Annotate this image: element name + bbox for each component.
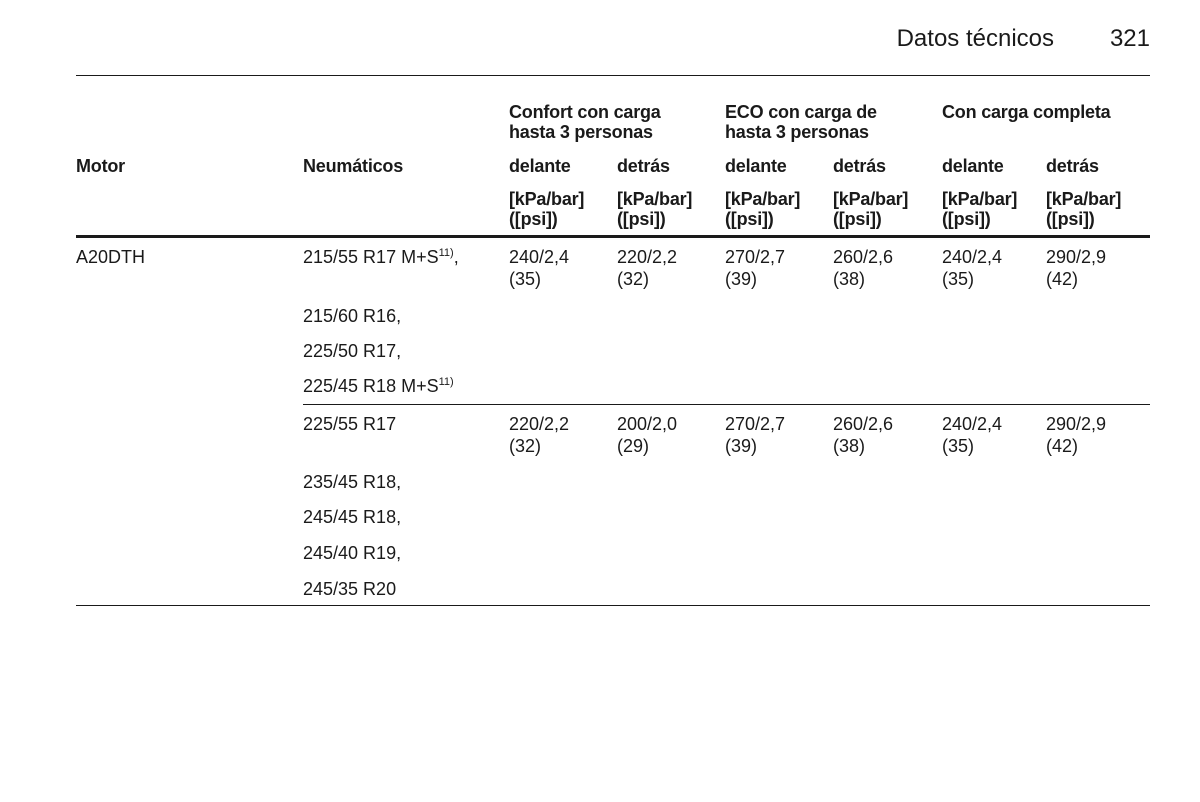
pressure-cell: 200/2,0 (29) — [617, 414, 678, 456]
column-header-rear: detrás — [833, 156, 886, 176]
pressure-cell: 240/2,4 (35) — [942, 247, 1003, 289]
tire-size: 215/60 R16, — [303, 306, 402, 326]
tire-size: 225/50 R17, — [303, 341, 402, 361]
pressure-cell: 270/2,7 (39) — [725, 247, 786, 289]
tire-size: 245/35 R20 — [303, 579, 397, 599]
unit-header: [kPa/bar] ([psi]) — [942, 189, 1018, 229]
column-header-rear: detrás — [1046, 156, 1099, 176]
unit-header: [kPa/bar] ([psi]) — [725, 189, 801, 229]
pressure-cell: 240/2,4 (35) — [509, 247, 570, 289]
header-rule — [76, 75, 1150, 76]
tire-size: 225/45 R18 $M+S^{11)}$ — [303, 376, 454, 396]
tire-size: 235/45 R18, — [303, 472, 402, 492]
pressure-cell: 290/2,9 (42) — [1046, 414, 1107, 456]
group-header-comfort: Confort con carga hasta 3 personas — [509, 102, 661, 142]
unit-header: [kPa/bar] ([psi]) — [1046, 189, 1122, 229]
tire-size: 225/55 R17 — [303, 414, 397, 434]
tire-size: 245/40 R19, — [303, 543, 402, 563]
group-header-eco: ECO con carga de hasta 3 personas — [725, 102, 877, 142]
unit-header: [kPa/bar] ([psi]) — [509, 189, 585, 229]
unit-header: [kPa/bar] ([psi]) — [617, 189, 693, 229]
table-bottom-rule — [76, 605, 1150, 606]
pressure-cell: 260/2,6 (38) — [833, 247, 894, 289]
column-header-front: delante — [942, 156, 1004, 176]
pressure-cell: 290/2,9 (42) — [1046, 247, 1107, 289]
pressure-cell: 270/2,7 (39) — [725, 414, 786, 456]
pressure-cell: 220/2,2 (32) — [617, 247, 678, 289]
tire-size: 215/55 R17 $M+S^{11)}$, — [303, 247, 459, 267]
column-header-front: delante — [509, 156, 571, 176]
group-header-full-load: Con carga completa — [942, 102, 1111, 122]
motor-cell: A20DTH — [76, 247, 146, 267]
column-header-front: delante — [725, 156, 787, 176]
pressure-cell: 240/2,4 (35) — [942, 414, 1003, 456]
page-header-title: Datos técnicos — [896, 25, 1054, 52]
column-header-tires: Neumáticos — [303, 156, 404, 176]
column-header-rear: detrás — [617, 156, 670, 176]
unit-header: [kPa/bar] ([psi]) — [833, 189, 909, 229]
pressure-cell: 220/2,2 (32) — [509, 414, 570, 456]
page-number: 321 — [1109, 25, 1150, 52]
table-header-rule — [76, 235, 1150, 238]
row-divider — [303, 404, 1150, 405]
tire-size: 245/45 R18, — [303, 507, 402, 527]
pressure-cell: 260/2,6 (38) — [833, 414, 894, 456]
column-header-motor: Motor — [76, 156, 125, 176]
